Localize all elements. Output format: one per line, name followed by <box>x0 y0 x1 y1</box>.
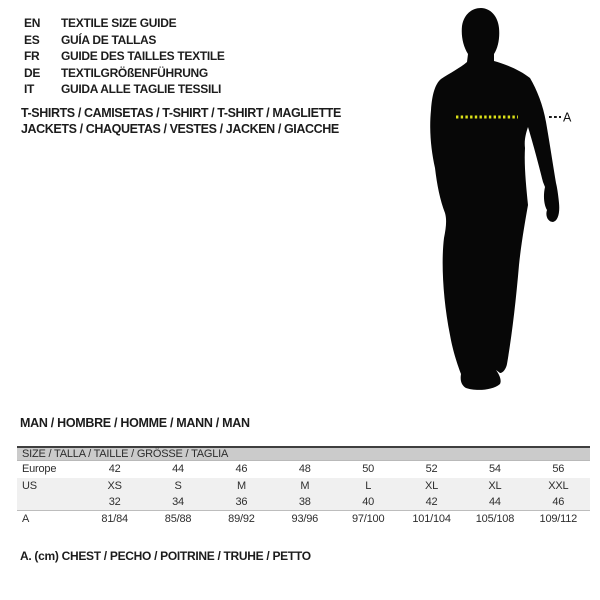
table-cell: 93/96 <box>291 513 319 525</box>
table-cell: 50 <box>362 463 375 475</box>
language-code: IT <box>24 82 35 96</box>
language-row <box>24 81 225 98</box>
table-cell: 48 <box>298 463 311 475</box>
language-row <box>24 32 225 49</box>
language-title: GUÍA DE TALLAS <box>61 32 157 47</box>
row-label: US <box>22 480 37 492</box>
table-cell: XL <box>425 480 439 492</box>
table-cell: 52 <box>425 463 438 475</box>
table-row-europe <box>17 461 590 478</box>
section-heading-man: MAN / HOMBRE / HOMME / MANN / MAN <box>20 416 250 430</box>
man-silhouette-figure <box>400 0 600 400</box>
table-cell: M <box>236 480 246 492</box>
table-cell: 97/100 <box>351 513 385 525</box>
table-row-us-numeric <box>17 494 590 510</box>
table-cell: 38 <box>298 496 311 508</box>
table-cell: 109/112 <box>539 513 578 525</box>
category-line-jackets: JACKETS / CHAQUETAS / VESTES / JACKEN / GIACCHE <box>21 121 339 136</box>
man-silhouette-svg <box>400 0 600 400</box>
table-cell: 44 <box>172 463 184 475</box>
language-row <box>24 65 225 82</box>
language-title: TEXTILGRÖßENFÜHRUNG <box>61 65 208 80</box>
table-cell: 101/104 <box>412 513 451 525</box>
category-line-tshirts: T-SHIRTS / CAMISETAS / T-SHIRT / T-SHIRT / MAGLIETTE <box>21 106 341 120</box>
table-cell: 40 <box>362 496 375 508</box>
table-cell: 81/84 <box>101 513 128 525</box>
row-label <box>17 494 83 510</box>
language-title: TEXTILE SIZE GUIDE <box>61 16 177 30</box>
row-label: Europe <box>22 463 57 475</box>
row-label: A <box>22 513 30 525</box>
table-cell: 36 <box>235 496 248 508</box>
table-cell: 56 <box>552 463 565 475</box>
size-table-header: SIZE / TALLA / TAILLE / GRÖSSE / TAGLIA <box>17 448 590 461</box>
language-title: GUIDE DES TAILLES TEXTILE <box>61 49 225 63</box>
table-row-chest-cm <box>17 510 590 527</box>
language-row <box>24 15 225 32</box>
man-silhouette-body <box>430 8 559 390</box>
table-cell: S <box>174 480 182 492</box>
language-list <box>24 15 225 98</box>
table-cell: 89/92 <box>228 513 255 525</box>
table-cell: 105/108 <box>475 513 515 525</box>
table-cell: 44 <box>489 496 501 508</box>
table-cell: 42 <box>108 463 121 475</box>
table-cell: 46 <box>552 496 565 508</box>
table-cell: M <box>300 480 310 492</box>
language-title: GUIDA ALLE TAGLIE TESSILI <box>61 82 222 96</box>
table-cell: 54 <box>489 463 501 475</box>
measurement-footnote: A. (cm) CHEST / PECHO / POITRINE / TRUHE / PETTO <box>20 549 311 563</box>
size-table <box>17 446 590 527</box>
table-cell: 42 <box>425 496 438 508</box>
table-cell: 32 <box>108 496 121 508</box>
table-cell: XL <box>488 480 502 492</box>
language-row <box>24 48 225 65</box>
category-block <box>21 106 341 137</box>
table-cell: 34 <box>172 496 184 508</box>
language-code: EN <box>24 16 41 30</box>
language-code: DE <box>24 65 41 80</box>
table-cell: 46 <box>235 463 248 475</box>
measure-label-a: A <box>563 110 572 125</box>
table-cell: L <box>365 480 372 492</box>
table-row-us <box>17 478 590 494</box>
table-cell: 85/88 <box>164 513 192 525</box>
language-code: ES <box>24 32 40 47</box>
language-code: FR <box>24 49 40 63</box>
table-cell: XXL <box>548 480 569 492</box>
table-cell: XS <box>107 480 122 492</box>
